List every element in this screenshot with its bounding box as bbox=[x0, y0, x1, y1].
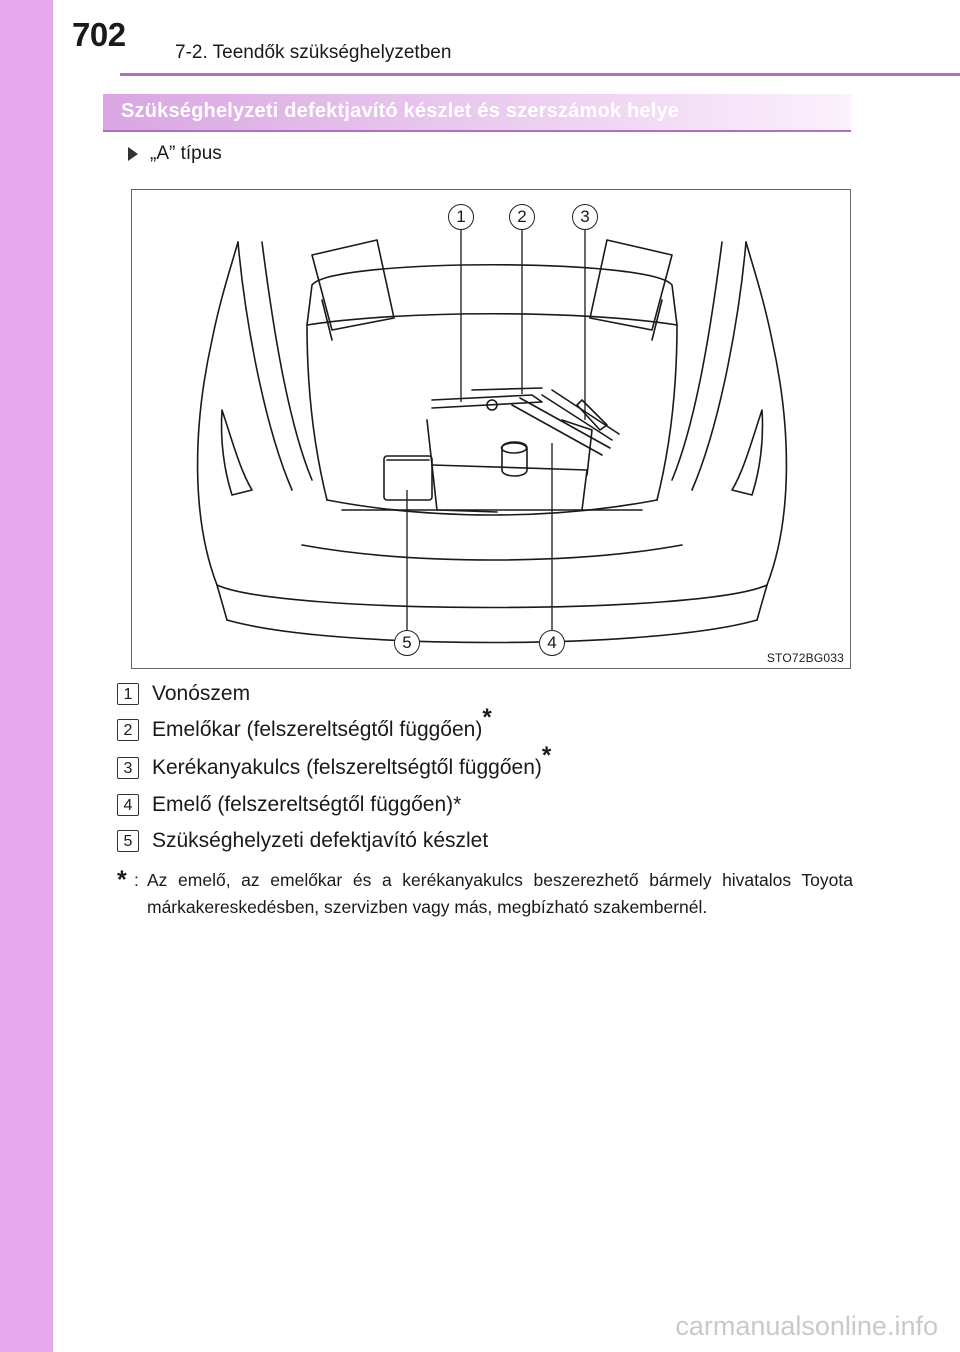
legend-item-wheel-wrench: 3 Kerékanyakulcs (felszereltségtől függően) * bbox=[117, 756, 551, 780]
footnote bbox=[117, 867, 853, 921]
legend-number: 1 bbox=[117, 683, 139, 705]
side-color-band bbox=[0, 0, 53, 1352]
legend-number: 5 bbox=[117, 830, 139, 852]
trunk-drawing bbox=[132, 190, 851, 669]
legend-number: 3 bbox=[117, 757, 139, 779]
legend-label: Szükséghelyzeti defektjavító készlet bbox=[152, 829, 489, 852]
page-header bbox=[0, 0, 960, 78]
legend-item-jack bbox=[117, 793, 461, 817]
watermark: carmanualsonline.info bbox=[675, 1311, 938, 1341]
subtype-label bbox=[128, 143, 222, 165]
legend-item-repair-kit bbox=[117, 829, 488, 853]
legend-item-jack-handle: 2 Emelőkar (felszereltségtől függően) * bbox=[117, 718, 492, 742]
footnote-colon: : bbox=[134, 870, 139, 890]
legend-number: 4 bbox=[117, 794, 139, 816]
legend-label: Emelő (felszereltségtől függően)* bbox=[152, 793, 462, 816]
figure-code: STO72BG033 bbox=[766, 651, 844, 665]
callout-2: 2 bbox=[509, 204, 535, 230]
callout-3: 3 bbox=[572, 204, 598, 230]
legend-item-towing-eye bbox=[117, 682, 250, 706]
legend-label: Vonószem bbox=[152, 682, 251, 705]
callout-1: 1 bbox=[448, 204, 474, 230]
section-heading-bar bbox=[103, 94, 851, 132]
page-number: 702 bbox=[72, 16, 126, 53]
header-divider bbox=[120, 73, 960, 76]
callout-5: 5 bbox=[394, 630, 420, 656]
callout-4: 4 bbox=[539, 630, 565, 656]
section-heading: Szükséghelyzeti defektjavító készlet és szerszámok helye bbox=[121, 100, 680, 122]
legend-number: 2 bbox=[117, 719, 139, 741]
footnote-text: Az emelő, az emelőkar és a kerékanyakulcs beszerezhető bármely hivatalos Toyota márkakereskedésben, szervizben vagy más, megbízható szakembernél. bbox=[147, 870, 853, 917]
triangle-bullet-icon bbox=[128, 147, 138, 161]
footnote-mark: * bbox=[117, 866, 127, 894]
legend-label: Emelőkar (felszereltségtől függően) bbox=[152, 718, 483, 741]
chapter-title: 7-2. Teendők szükséghelyzetben bbox=[175, 42, 452, 63]
trunk-illustration bbox=[131, 189, 851, 669]
legend-label: Kerékanyakulcs (felszereltségtől függően) bbox=[152, 756, 542, 779]
subtype-text: „A” típus bbox=[150, 143, 222, 164]
